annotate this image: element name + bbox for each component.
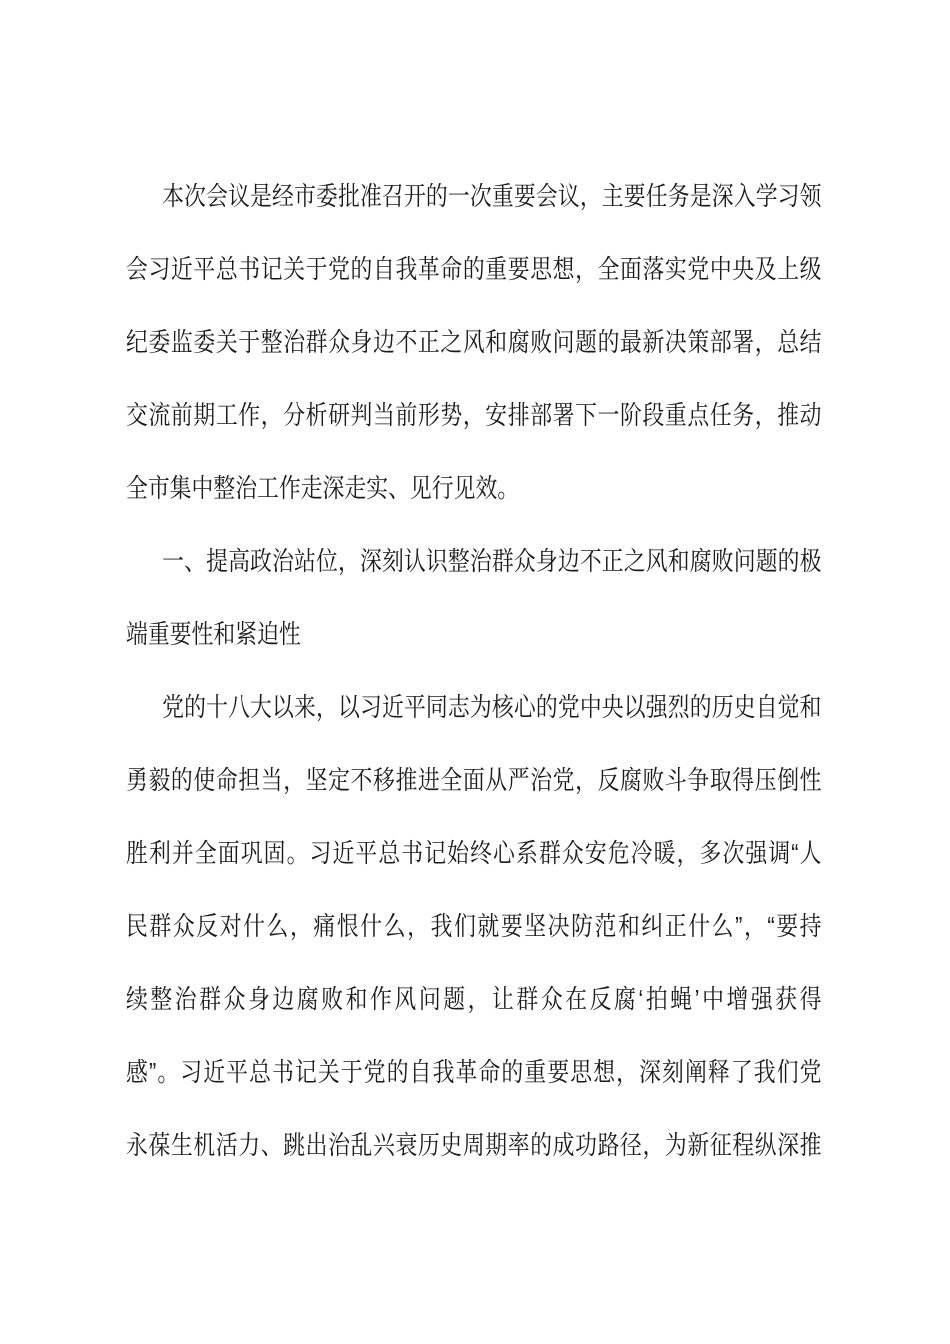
paragraph-line: 永葆生机活力、跳出治乱兴衰历史周期率的成功路径，为新征程纵深推 bbox=[126, 1130, 822, 1160]
paragraph-line: 交流前期工作，分析研判当前形势，安排部署下一阶段重点任务，推动 bbox=[126, 400, 822, 430]
paragraph-line: 全市集中整治工作走深走实、见行见效。 bbox=[126, 473, 520, 503]
document-body bbox=[126, 160, 822, 1182]
section-heading-line: 端重要性和紧迫性 bbox=[126, 619, 301, 649]
paragraph-line: 胜利并全面巩固。习近平总书记始终心系群众安危冷暖，多次强调“人 bbox=[126, 838, 822, 868]
paragraph-line: 党的十八大以来，以习近平同志为核心的党中央以强烈的历史自觉和 bbox=[162, 692, 822, 722]
paragraph-line: 本次会议是经市委批准召开的一次重要会议，主要任务是深入学习领 bbox=[162, 181, 822, 211]
paragraph-line: 会习近平总书记关于党的自我革命的重要思想，全面落实党中央及上级 bbox=[126, 254, 822, 284]
paragraph-line: 感”。习近平总书记关于党的自我革命的重要思想，深刻阐释了我们党 bbox=[126, 1057, 822, 1087]
paragraph-line: 纪委监委关于整治群众身边不正之风和腐败问题的最新决策部署，总结 bbox=[126, 327, 822, 357]
section-heading-line: 一、提高政治站位，深刻认识整治群众身边不正之风和腐败问题的极 bbox=[162, 546, 822, 576]
paragraph-line: 续整治群众身边腐败和作风问题，让群众在反腐‘拍蝇’中增强获得 bbox=[126, 984, 822, 1014]
paragraph-line: 勇毅的使命担当，坚定不移推进全面从严治党，反腐败斗争取得压倒性 bbox=[126, 765, 822, 795]
paragraph-line: 民群众反对什么，痛恨什么，我们就要坚决防范和纠正什么”，“要持 bbox=[126, 911, 822, 941]
